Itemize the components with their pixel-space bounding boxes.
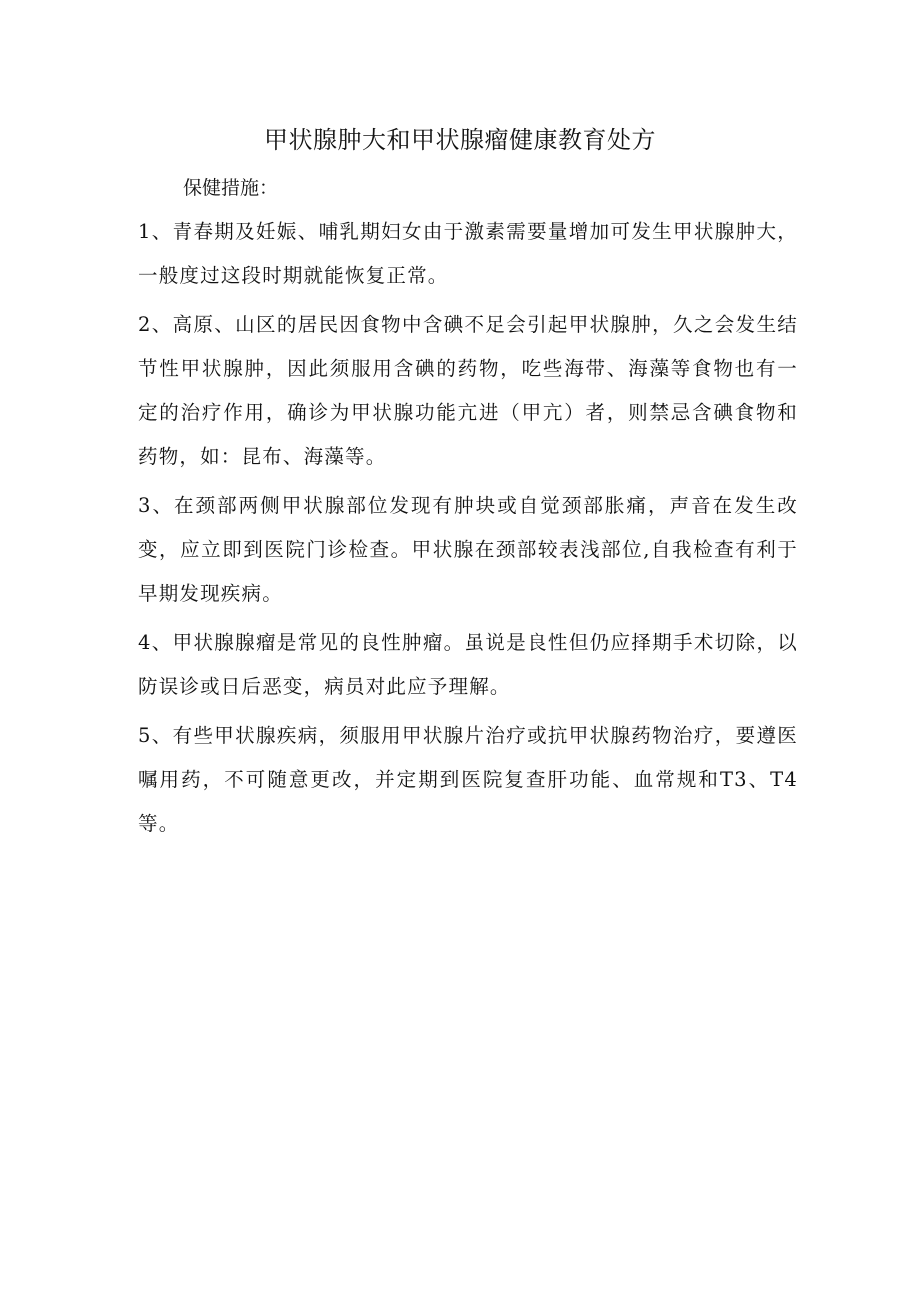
list-item-1: 1、青春期及妊娠、哺乳期妇女由于激素需要量增加可发生甲状腺肿大，一般度过这段时期就能恢复正常。 — [138, 220, 798, 287]
list-item-3: 3、在颈部两侧甲状腺部位发现有肿块或自觉颈部胀痛，声音在发生改变，应立即到医院门诊检查。甲状腺在颈部较表浅部位,自我检查有利于早期发现疾病。 — [138, 494, 798, 605]
section-heading: 保健措施： — [183, 177, 279, 199]
document-title: 甲状腺肿大和甲状腺瘤健康教育处方 — [264, 126, 656, 154]
list-item-5: 5、有些甲状腺疾病，须服用甲状腺片治疗或抗甲状腺药物治疗，要遵医嘱用药，不可随意更改，并定期到医院复查肝功能、血常规和T3、T4等。 — [138, 724, 798, 835]
list-item-2: 2、高原、山区的居民因食物中含碘不足会引起甲状腺肿，久之会发生结节性甲状腺肿，因此须服用含碘的药物，吃些海带、海藻等食物也有一定的治疗作用，确诊为甲状腺功能亢进（甲亢）者，则禁忌含碘食物和药物，如：昆布、海藻等。 — [138, 313, 798, 468]
list-item-4: 4、甲状腺腺瘤是常见的良性肿瘤。虽说是良性但仍应择期手术切除，以防误诊或日后恶变，病员对此应予理解。 — [138, 631, 798, 698]
document-body — [138, 210, 798, 851]
